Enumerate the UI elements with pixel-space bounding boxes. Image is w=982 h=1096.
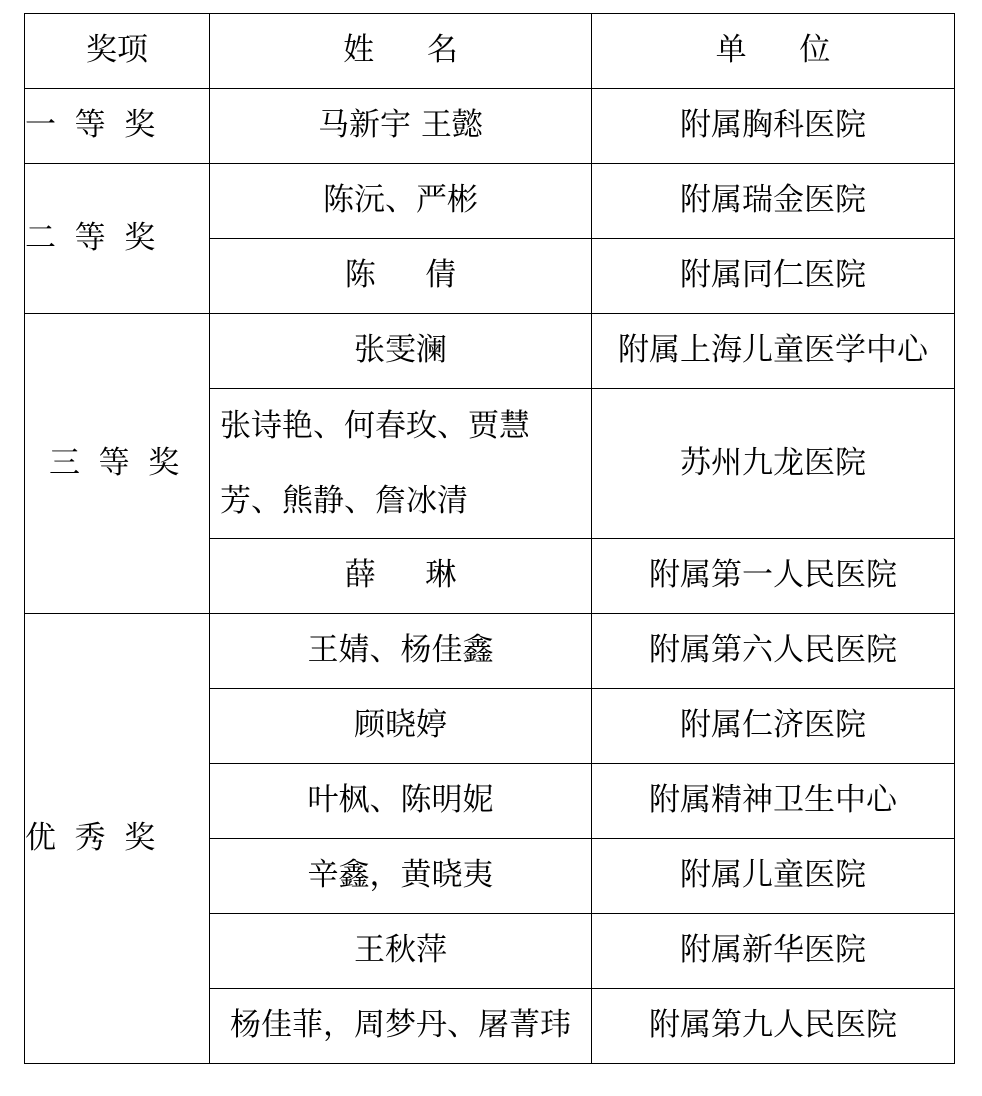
- award-third-prize: 三等奖: [25, 314, 210, 614]
- winner-unit: 附属瑞金医院: [592, 164, 955, 239]
- winner-unit: 附属精神卫生中心: [592, 764, 955, 839]
- winner-unit: 附属同仁医院: [592, 239, 955, 314]
- header-award: 奖项: [25, 14, 210, 89]
- winner-names: 王秋萍: [210, 914, 592, 989]
- winner-names: 王婧、杨佳鑫: [210, 614, 592, 689]
- winner-unit: 附属儿童医院: [592, 839, 955, 914]
- table-row: [25, 89, 955, 164]
- winner-names: 顾晓婷: [210, 689, 592, 764]
- winner-unit: 附属胸科医院: [592, 89, 955, 164]
- winner-unit: 附属第九人民医院: [592, 989, 955, 1064]
- winner-unit: 附属仁济医院: [592, 689, 955, 764]
- table-row: [25, 314, 955, 389]
- header-name: 姓名: [210, 14, 592, 89]
- winner-names: 薛琳: [210, 539, 592, 614]
- winner-names: 叶枫、陈明妮: [210, 764, 592, 839]
- winner-names: 张雯澜: [210, 314, 592, 389]
- award-second-prize: 二等奖: [25, 164, 210, 314]
- award-excellence-prize: 优秀奖: [25, 614, 210, 1064]
- winner-names: 陈沅、严彬: [210, 164, 592, 239]
- table-row: [25, 164, 955, 239]
- winner-unit: 附属第六人民医院: [592, 614, 955, 689]
- table-row: [25, 614, 955, 689]
- winner-names: 辛鑫，黄晓夷: [210, 839, 592, 914]
- winner-names: 陈倩: [210, 239, 592, 314]
- winner-unit: 附属新华医院: [592, 914, 955, 989]
- award-first-prize: 一等奖: [25, 89, 210, 164]
- header-row: [25, 14, 955, 89]
- winner-unit: 附属第一人民医院: [592, 539, 955, 614]
- winner-unit: 苏州九龙医院: [592, 389, 955, 539]
- winner-names: 张诗艳、何春玫、贾慧芳、熊静、詹冰清: [210, 389, 592, 539]
- awards-table: [24, 13, 955, 1064]
- winner-names: 杨佳菲，周梦丹、屠菁玮: [210, 989, 592, 1064]
- header-unit: 单位: [592, 14, 955, 89]
- winner-names: 马新宇 王懿: [210, 89, 592, 164]
- winner-unit: 附属上海儿童医学中心: [592, 314, 955, 389]
